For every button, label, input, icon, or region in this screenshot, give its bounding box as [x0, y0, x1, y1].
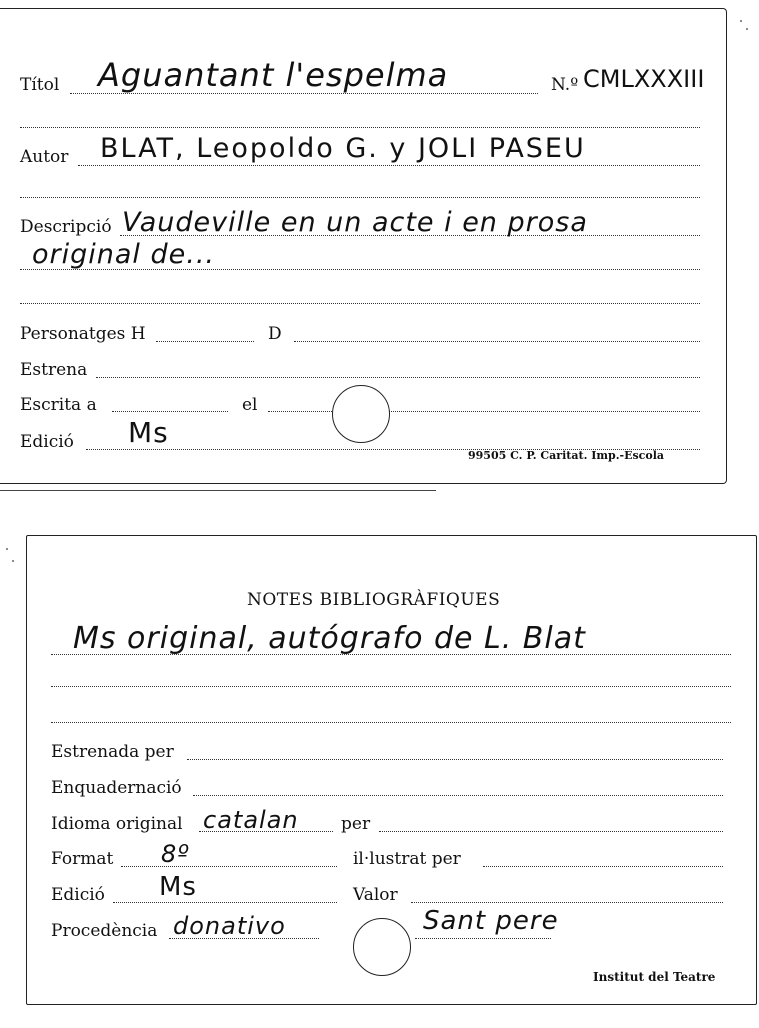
autor-label: Autor: [20, 147, 69, 167]
enquadernacio-label: Enquadernació: [51, 778, 182, 798]
numero-label: N.º: [551, 75, 579, 95]
numero-value: CMLXXXIII: [583, 65, 705, 93]
per-label: per: [341, 814, 371, 834]
blank-line: [20, 197, 700, 198]
blank-line: [20, 127, 700, 128]
estrena-line: [96, 377, 700, 378]
procedencia-line-2: [415, 938, 551, 939]
descripcio-value-2: original de...: [32, 239, 216, 270]
personatges-label: Personatges H: [20, 324, 146, 344]
edicio-label: Edició: [20, 432, 74, 452]
titol-value: Aguantant l'espelma: [98, 56, 449, 94]
autor-value: BLAT, Leopoldo G. y JOLI PASEU: [100, 133, 586, 164]
idioma-value: catalan: [203, 806, 299, 834]
illustrat-line: [483, 866, 723, 867]
edicio-label: Edició: [51, 885, 105, 905]
valor-line: [411, 902, 723, 903]
per-line: [379, 831, 723, 832]
estrena-label: Estrena: [20, 360, 88, 380]
blank-line: [20, 303, 700, 304]
format-value: 8º: [161, 840, 190, 868]
escrita-label: Escrita a: [20, 395, 97, 415]
personatges-d-line: [294, 341, 700, 342]
estrenada-line: [187, 759, 723, 760]
punch-hole: [332, 385, 390, 443]
procedencia-value-1: donativo: [173, 912, 286, 940]
scan-speck: [12, 560, 14, 562]
catalog-card-notes: [26, 535, 757, 1005]
personatges-d-label: D: [268, 324, 282, 344]
el-label: el: [242, 395, 258, 415]
idioma-label: Idioma original: [51, 814, 183, 834]
notes-value: Ms original, autógrafo de L. Blat: [73, 621, 586, 656]
illustrat-label: il·lustrat per: [353, 849, 461, 869]
enquadernacio-line: [193, 795, 723, 796]
descripcio-value-1: Vaudeville en un acte i en prosa: [122, 207, 588, 238]
catalog-card-main: [0, 8, 727, 484]
personatges-h-line: [156, 341, 254, 342]
punch-hole: [353, 918, 411, 976]
format-line: [121, 866, 337, 867]
edicio-value: Ms: [128, 416, 169, 449]
titol-label: Títol: [20, 75, 60, 95]
notes-heading: NOTES BIBLIOGRÀFIQUES: [247, 590, 501, 610]
notes-line-2: [51, 686, 731, 687]
scan-speck: [746, 28, 748, 30]
edicio-line: [113, 902, 337, 903]
institution-imprint: Institut del Teatre: [593, 970, 716, 984]
procedencia-label: Procedència: [51, 921, 158, 941]
escrita-line: [112, 411, 228, 412]
descripcio-label: Descripció: [20, 217, 112, 237]
edicio-value: Ms: [159, 872, 197, 902]
notes-line-3: [51, 722, 731, 723]
printer-imprint: 99505 C. P. Caritat. Imp.-Escola: [468, 449, 665, 462]
autor-line: [78, 165, 700, 166]
scan-speck: [6, 548, 8, 550]
valor-label: Valor: [353, 885, 398, 905]
format-label: Format: [51, 849, 114, 869]
estrenada-label: Estrenada per: [51, 742, 174, 762]
procedencia-value-2: Sant pere: [423, 906, 559, 936]
scan-edge-line: [0, 490, 436, 491]
scan-speck: [740, 20, 742, 22]
